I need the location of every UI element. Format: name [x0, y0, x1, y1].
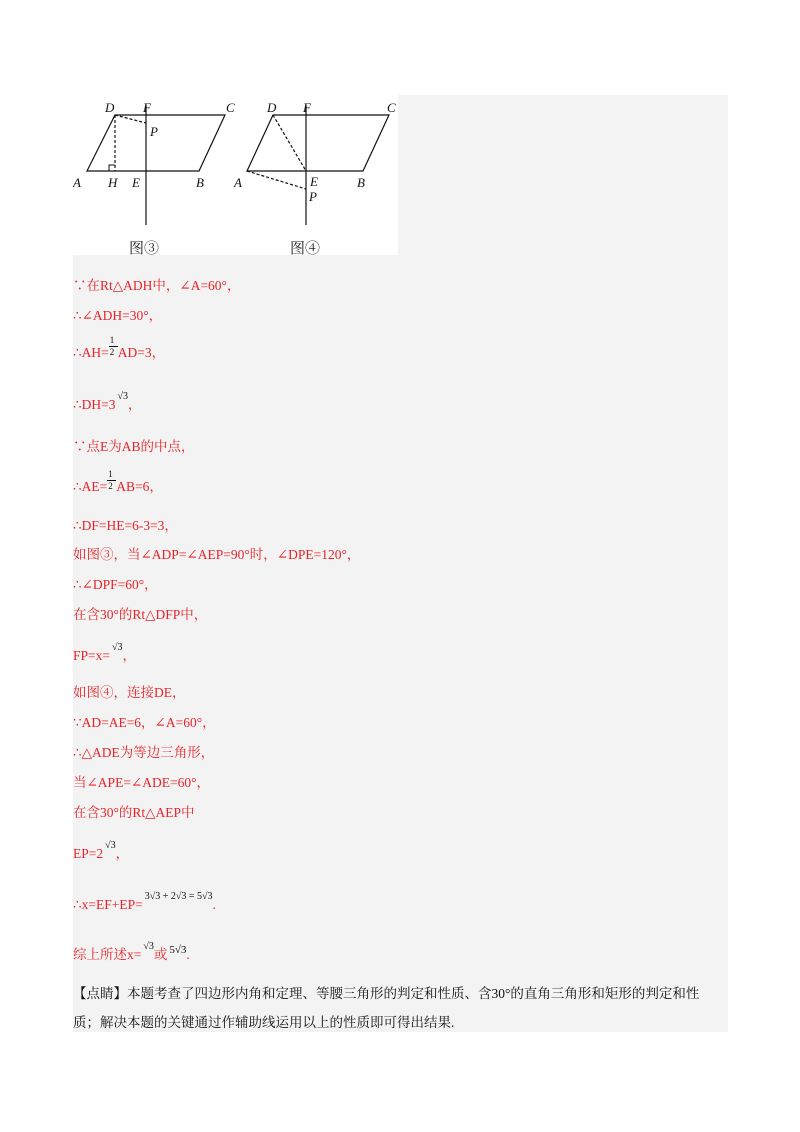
fig4-label-a: A — [234, 175, 242, 190]
solution-line-13: ∵AD=AE=6，∠A=60°， — [73, 715, 216, 730]
line-3-prefix: ∴AH= — [73, 345, 109, 360]
solution-line-1: ∵在Rt△ADH中，∠A=60°， — [73, 278, 241, 293]
key-point-note: 【点睛】本题考查了四边形内角和定理、等腰三角形的判定和性质、含30°的直角三角形和矩形的判定和性质；解决本题的关键通过作辅助线运用以上的性质即可得出结果. — [73, 986, 700, 1030]
fraction-half — [107, 469, 116, 493]
line-11-suffix: ， — [122, 648, 136, 663]
fig3-label-e: E — [132, 175, 140, 190]
fig4-label-b: B — [357, 175, 365, 190]
solution-line-11 — [73, 642, 136, 664]
fig4-label-c: C — [387, 100, 396, 115]
line-18-prefix: ∴x=EF+EP= — [73, 897, 143, 912]
fig3-label-b: B — [196, 175, 204, 190]
solution-line-9: ∴∠DPF=60°， — [73, 577, 158, 592]
figure-4-caption: 图④ — [290, 239, 321, 257]
line-3-suffix: AD=3， — [117, 345, 166, 360]
fraction-numerator: 1 — [108, 469, 113, 479]
fraction-denominator: 2 — [109, 347, 115, 357]
solution-line-7: ∴DF=HE=6-3=3， — [73, 518, 178, 533]
fraction-half — [109, 335, 118, 359]
line-4-suffix: ， — [127, 397, 142, 412]
line-4-prefix: ∴DH=3 — [73, 397, 116, 412]
fig3-label-p: P — [150, 124, 158, 139]
fig4-label-d: D — [267, 100, 277, 115]
fig3-label-a: A — [73, 175, 81, 190]
fraction-denominator: 2 — [108, 481, 113, 491]
line-6-prefix: ∴AE= — [73, 479, 108, 494]
solution-line-6 — [73, 469, 163, 495]
fig4-label-f: F — [303, 100, 311, 115]
figure-3-and-4-diagram — [73, 95, 398, 255]
radical-expression: 3√3 + 2√3 = 5√3 — [144, 891, 213, 902]
solution-line-4 — [73, 391, 141, 413]
solution-line-3 — [73, 335, 166, 361]
fig3-label-h: H — [108, 175, 118, 190]
line-6-suffix: AB=6， — [116, 479, 163, 494]
solution-line-10: 在含30°的Rt△DFP中， — [73, 607, 208, 622]
solution-line-5: ∵点E为AB的中点， — [73, 439, 195, 454]
fig3-label-d: D — [105, 100, 115, 115]
solution-panel — [73, 95, 728, 1032]
line-17-suffix: ， — [115, 846, 130, 861]
line-19-or: 或 — [153, 947, 168, 962]
line-17-prefix: EP=2 — [73, 846, 104, 861]
radical-sqrt3: √3 — [112, 642, 123, 653]
solution-line-14: ∴△ADE为等边三角形， — [73, 745, 215, 760]
radical-sqrt3: √3 — [143, 941, 154, 952]
fig4-label-p: P — [309, 189, 317, 204]
solution-line-19 — [73, 941, 190, 963]
solution-line-2: ∴∠ADH=30°， — [73, 308, 163, 323]
solution-line-15: 当∠APE=∠ADE=60°， — [73, 775, 210, 790]
radical-sqrt3: √3 — [105, 840, 116, 851]
line-19-prefix: 综上所述x= — [73, 947, 142, 962]
solution-line-16: 在含30°的Rt△AEP中 — [73, 805, 195, 820]
figure-3-caption: 图③ — [129, 239, 160, 257]
radical-sqrt3: √3 — [117, 391, 128, 402]
line-18-suffix: . — [212, 897, 216, 912]
line-19-suffix: . — [186, 947, 190, 962]
solution-line-12: 如图④，连接DE， — [73, 685, 186, 700]
solution-line-8: 如图③，当∠ADP=∠AEP=90°时，∠DPE=120°， — [73, 547, 361, 562]
fig3-label-c: C — [226, 100, 235, 115]
solution-line-18 — [73, 891, 216, 913]
fig3-label-f: F — [143, 100, 151, 115]
line-11-prefix: FP=x= — [73, 648, 110, 663]
geometry-figures — [73, 95, 398, 255]
radical-5sqrt3: 5√3 — [169, 944, 187, 956]
solution-line-17 — [73, 840, 129, 862]
fig4-label-e: E — [310, 174, 318, 189]
fraction-numerator: 1 — [109, 335, 115, 345]
